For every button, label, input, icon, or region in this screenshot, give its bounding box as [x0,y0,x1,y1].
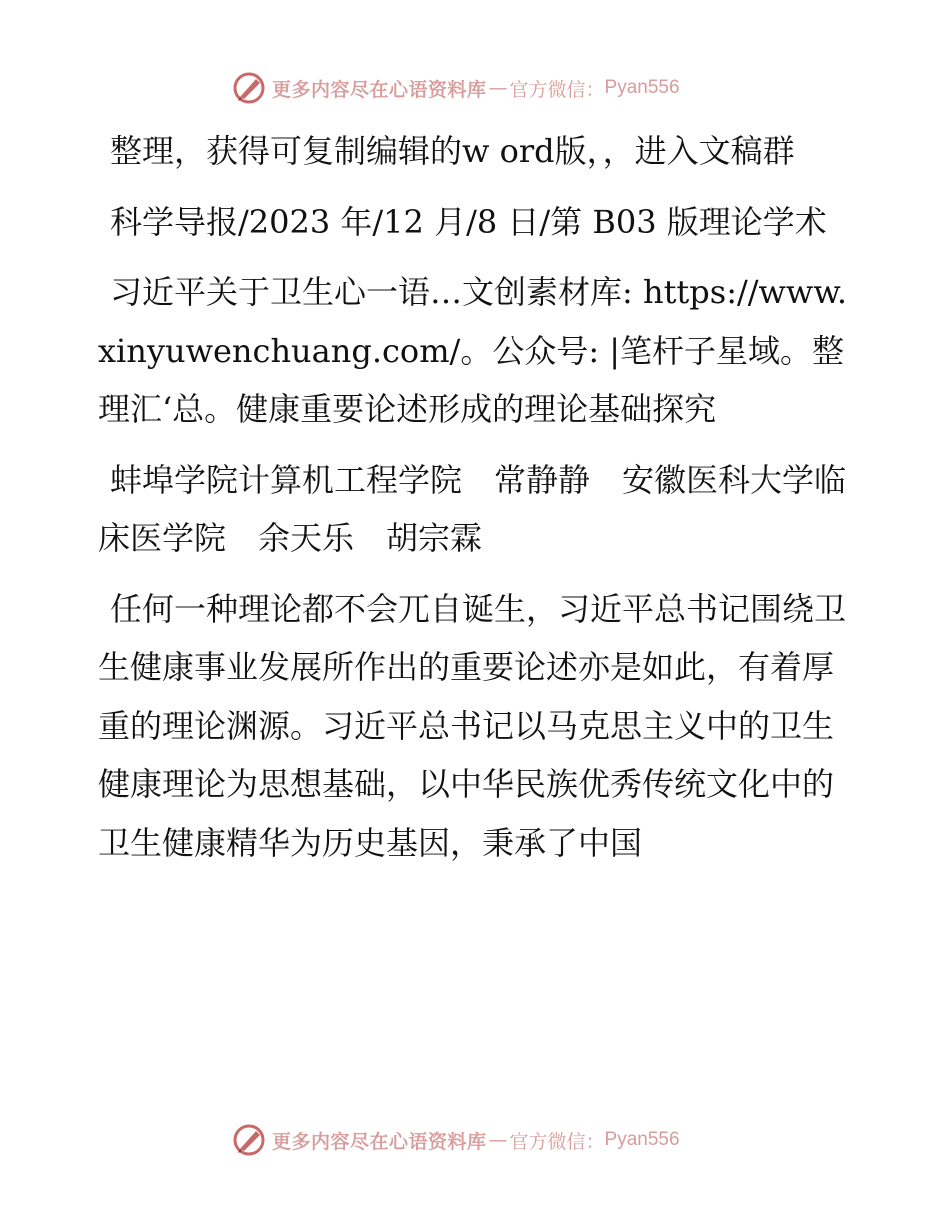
pen-logo-icon [232,71,266,105]
watermark-contact-id: Pyan556 [604,77,680,98]
paragraph-intro: 整理，获得可复制编辑的w ord版，，进入文稿群 [110,132,795,170]
pen-logo-icon [232,1123,266,1157]
footer-watermark [232,1122,712,1158]
paragraph-title: 习近平关于卫生心一语…文创素材库: https://www.xinyuwenchuang.com/。公众号: |笔杆子星域。整理汇‘总。健康重要论述形成的理论基础探究 [98,273,848,428]
watermark-contact-label: 官方微信： [509,1130,605,1153]
watermark-contact-label: 官方微信： [509,78,605,101]
document-body [98,122,850,884]
watermark-contact-id: Pyan556 [604,1129,680,1150]
header-watermark [232,70,712,106]
watermark-text: 更多内容尽在心语资料库 [272,1130,487,1153]
paragraph-source: 科学导报/2023 年/12 月/8 日/第 B03 版理论学术 [110,202,827,241]
watermark-separator: — [488,1129,508,1151]
watermark-text: 更多内容尽在心语资料库 [272,78,487,101]
paragraph-authors: 蚌埠学院计算机工程学院 常静静 安徽医科大学临床医学院 余天乐 胡宗霖 [98,460,847,557]
paragraph-body: 任何一种理论都不会兀自诞生，习近平总书记围绕卫生健康事业发展所作出的重要论述亦是如此，有着厚重的理论渊源。习近平总书记以马克思主义中的卫生健康理论为思想基础，以中华民族优秀传统文化中的卫生健康精华为历史基因，秉承了中国 [98,589,847,862]
watermark-separator: — [488,77,508,99]
